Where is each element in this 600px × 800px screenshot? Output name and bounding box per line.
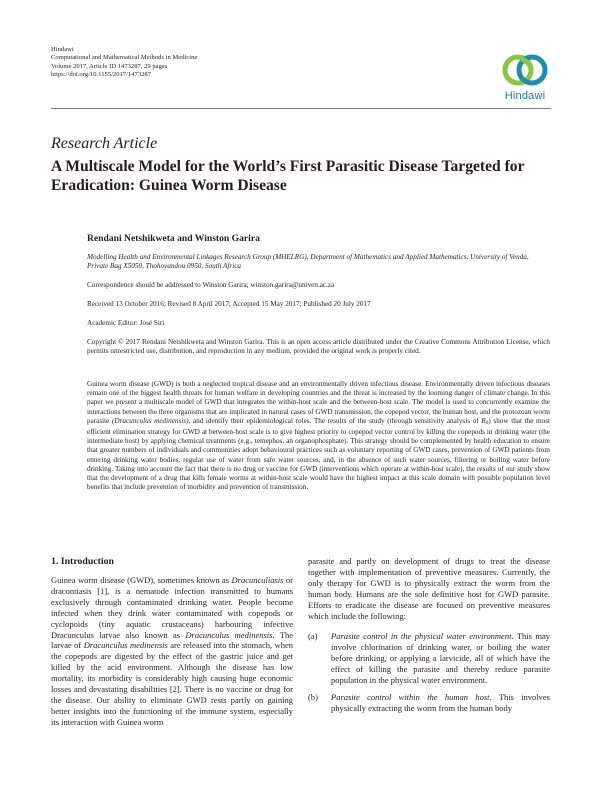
correspondence: Correspondence should be addressed to Winston Garira; winston.garira@univen.ac.za <box>87 281 335 289</box>
dates: Received 13 October 2016; Revised 8 April 2017; Accepted 15 May 2017; Published 20 July 2017 <box>87 300 371 308</box>
journal-header <box>51 46 197 80</box>
left-column <box>51 575 293 728</box>
abstract: Guinea worm disease (GWD) is both a neglected tropical disease and an environmentally driven infectious disease. Environmentally driven infectious diseases remain one of the biggest health threats for human welfare in developing countries and the threat is increased by the looming danger of climate change. In this paper we present a multiscale model of GWD that integrates the within-host scale and the between-host scale. The model is used to concurrently examine the interactions between the three organisms that are implicated in natural cases of GWD transmission, the copepod vector, the human host, and the protozoan worm parasite (Dracunculus medinensis), and identify their epidemiological roles. The results of the study (through sensitivity analysis of R0) show that the most efficient elimination strategy for GWD at between-host scale is to give highest priority to copepod vector control by killing the copepods in drinking water (the intermediate host) by applying chemical treatments (e.g., temephos, an organophosphate). This strategy should be complemented by health education to ensure that greater numbers of individuals and communities adopt behavioural practices such as voluntary reporting of GWD cases, prevention of GWD patients from entering drinking water bodies, regular use of water from safe water sources, and, in the absence of such water sources, filtering or boiling water before drinking. Taking into account the fact that there is no drug or vaccine for GWD (interventions which operate at within-host scale), the results of our study show that the development of a drug that kills female worms at within-host scale would have the highest impact at this scale domain with possible population level benefits that include prevention of morbidity and prevention of transmission. <box>87 380 551 492</box>
list-item: (a) Parasite control in the physical water environment. This may involve chlorination of drinking water, or boiling the water before drinking, or applying a larvicide, all of which have the effect of killing the parasite and thereby reduce parasite population in the physical water environment. <box>308 631 550 686</box>
right-column <box>308 556 550 720</box>
academic-editor: Academic Editor: José Siri <box>87 319 165 327</box>
prevention-list <box>308 631 550 713</box>
publisher-name: Hindawi <box>51 46 74 53</box>
journal-name: Computational and Mathematical Methods in Medicine <box>51 54 198 62</box>
copyright: Copyright © 2017 Rendani Netshikweta and Winston Garira. This is an open access article distributed under the Creative Commons Attribution License, which permits unrestricted use, distribution, and reproduction in any medium, provided the original work is properly cited. <box>87 338 550 356</box>
article-type: Research Article <box>51 135 158 152</box>
intro-paragraph-continued: parasite and partly on development of drugs to treat the disease together with implementation of preventive measures. Currently, the only therapy for GWD is to physically extract the worm from the human body. Humans are the sole definitive host for GWD parasite. Efforts to eradicate the disease are focused on preventive measures which include the following: <box>308 556 550 621</box>
author-list: Rendani Netshikweta and Winston Garira <box>87 233 260 244</box>
section-heading: 1. Introduction <box>51 556 114 567</box>
hindawi-logo-text: Hindawi <box>504 90 546 102</box>
volume-info: Volume 2017, Article ID 1473287, 29 pages <box>51 62 168 70</box>
header-divider <box>51 108 551 109</box>
affiliation: Modelling Health and Environmental Linkages Research Group (MHELRG), Department of Mathematics and Applied Mathematics, University of Venda, Private Bag X5050, Thohoyandou 0950, South Africa <box>87 253 529 271</box>
article-title: A Multiscale Model for the World’s First Parasitic Disease Targeted for Eradication: Guinea Worm Disease <box>51 158 525 194</box>
doi-link[interactable]: https://doi.org/10.1155/2017/1473287 <box>51 71 152 79</box>
list-item: (b) Parasite control within the human host. This involves physically extracting the worm from the human body <box>308 691 550 713</box>
intro-paragraph: Guinea worm disease (GWD), sometimes known as Dracunculiasis or dracontiasis [1], is a nematode infection transmitted to humans exclusively through contaminated drinking water. People become infected when they drink water contaminated with copepods or cyclopoids (tiny aquatic crustaceans) harbouring infective Dracunculus larvae also known as Dracunculus medinensis. The larvae of Dracunculus medinensis are released into the stomach, when the copepods are digested by the effect of the gastric juice and get killed by the acid environment. Although the disease has low mortality, its morbidity is considerably high causing huge economic losses and devastating disabilities [2]. There is no vaccine or drug for the disease. Our ability to eliminate GWD rests partly on gaining better insights into the functioning of the immune system, especially its interaction with Guinea worm <box>51 575 294 727</box>
